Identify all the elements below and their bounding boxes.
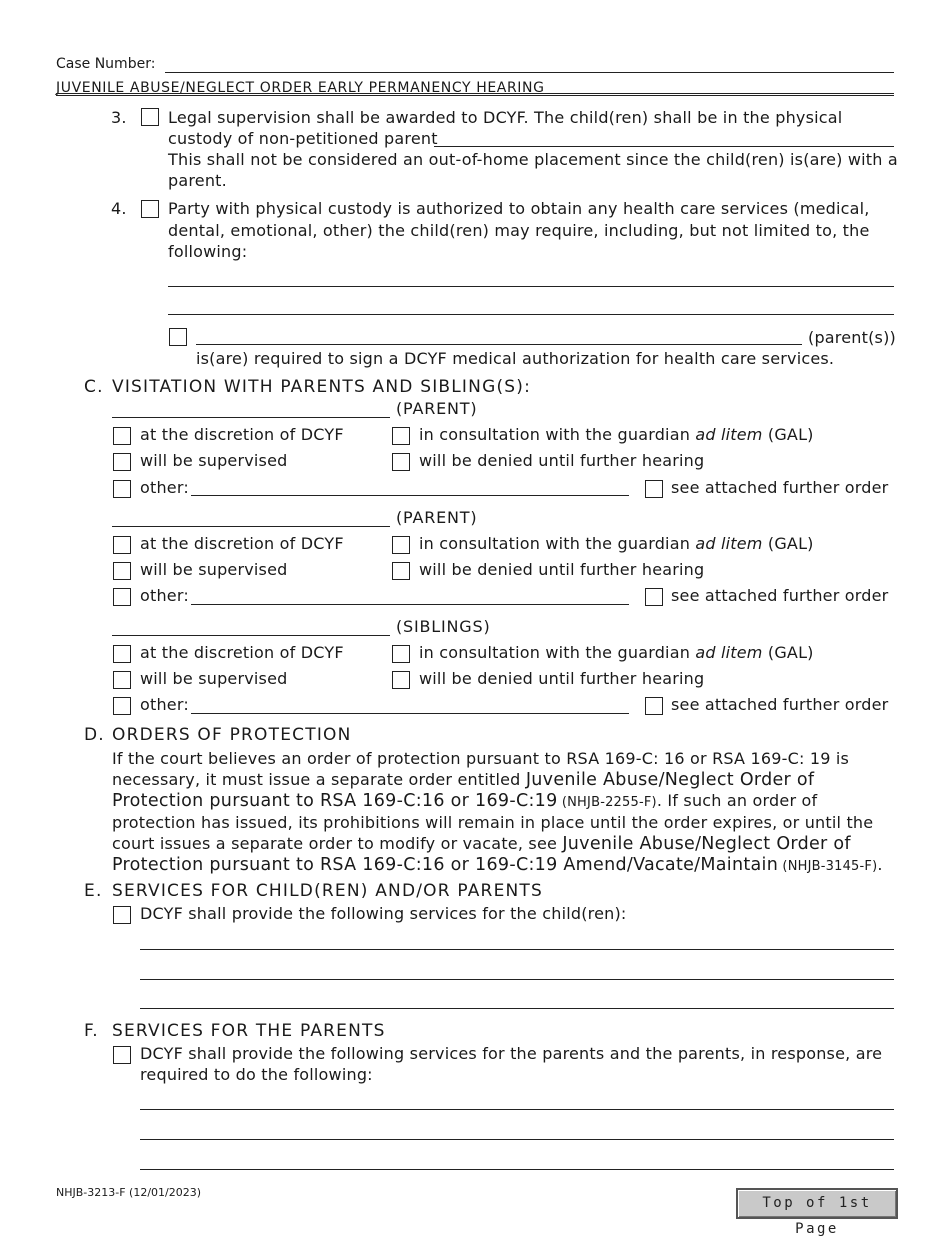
other-label: other: [140,695,189,714]
discretion-checkbox[interactable] [113,427,131,445]
denied-label: will be denied until further hearing [419,560,705,579]
child-services-text: DCYF shall provide the following services for the child(ren): [140,904,627,923]
non-petitioned-parent-field[interactable] [434,146,894,147]
denied-label: will be denied until further hearing [419,669,705,688]
section-e-letter: E. [84,881,103,901]
visitation-name-field[interactable] [112,635,390,636]
item4-checkbox[interactable] [141,200,159,218]
item4-line3: following: [168,242,248,261]
section-d-line1: If the court believes an order of protection pursuant to RSA 169-C: 16 or RSA 169-C: 19 is [112,749,850,768]
section-f-letter: F. [84,1021,99,1041]
item3-line3: This shall not be considered an out-of-home placement since the child(ren) is(are) with a [168,150,898,169]
health-care-line-2[interactable] [168,314,894,315]
item3-number: 3. [111,108,127,127]
section-e-title: SERVICES FOR CHILD(REN) AND/OR PARENTS [112,881,544,901]
discretion-label: at the discretion of DCYF [140,643,344,662]
parent-services-line-3[interactable] [140,1169,894,1170]
parents-name-field[interactable] [196,344,802,345]
discretion-checkbox[interactable] [113,536,131,554]
visitation-label: (SIBLINGS) [396,617,491,636]
child-services-line-3[interactable] [140,1008,894,1009]
item4-number: 4. [111,199,127,218]
denied-checkbox[interactable] [392,562,410,580]
parents-label: (parent(s)) [808,328,896,347]
section-c-title: VISITATION WITH PARENTS AND SIBLING(S): [112,377,532,397]
other-field[interactable] [191,495,629,496]
other-field[interactable] [191,713,629,714]
section-d-line4: protection has issued, its prohibitions will remain in place until the order expires, or until the [112,813,874,832]
section-d-letter: D. [84,725,105,745]
item4-line2: dental, emotional, other) the child(ren) may require, including, but not limited to, the [168,221,870,240]
denied-checkbox[interactable] [392,453,410,471]
visitation-label: (PARENT) [396,399,478,418]
item3-line1: Legal supervision shall be awarded to DCYF. The child(ren) shall be in the physical [168,108,843,127]
item3-line2: custody of non-petitioned parent [168,129,438,148]
item4-line1: Party with physical custody is authorized to obtain any health care services (medical, [168,199,870,218]
medical-auth-text: is(are) required to sign a DCYF medical authorization for health care services. [196,349,835,368]
top-of-first-page-button[interactable]: Top of 1st Page [736,1188,898,1219]
child-services-checkbox[interactable] [113,906,131,924]
section-d-title: ORDERS OF PROTECTION [112,725,352,745]
attached-order-label: see attached further order [671,695,889,714]
parent-services-line2: required to do the following: [140,1065,373,1084]
form-id: NHJB-3213-F (12/01/2023) [56,1186,202,1199]
supervised-checkbox[interactable] [113,671,131,689]
attached-order-checkbox[interactable] [645,588,663,606]
attached-order-label: see attached further order [671,586,889,605]
other-checkbox[interactable] [113,480,131,498]
consultation-checkbox[interactable] [392,645,410,663]
attached-order-checkbox[interactable] [645,697,663,715]
consultation-checkbox[interactable] [392,427,410,445]
visitation-name-field[interactable] [112,417,390,418]
visitation-label: (PARENT) [396,508,478,527]
supervised-checkbox[interactable] [113,453,131,471]
attached-order-checkbox[interactable] [645,480,663,498]
parent-services-line1: DCYF shall provide the following services for the parents and the parents, in response, are [140,1044,883,1063]
item3-line4: parent. [168,171,227,190]
parent-services-line-1[interactable] [140,1109,894,1110]
discretion-checkbox[interactable] [113,645,131,663]
discretion-label: at the discretion of DCYF [140,425,344,444]
supervised-checkbox[interactable] [113,562,131,580]
discretion-label: at the discretion of DCYF [140,534,344,553]
case-number-label: Case Number: [56,56,156,72]
parent-services-checkbox[interactable] [113,1046,131,1064]
attached-order-label: see attached further order [671,478,889,497]
other-label: other: [140,478,189,497]
consultation-label: in consultation with the guardian ad litem (GAL) [419,425,814,444]
consultation-label: in consultation with the guardian ad litem (GAL) [419,643,814,662]
section-f-title: SERVICES FOR THE PARENTS [112,1021,386,1041]
consultation-checkbox[interactable] [392,536,410,554]
child-services-line-1[interactable] [140,949,894,950]
other-field[interactable] [191,604,629,605]
denied-checkbox[interactable] [392,671,410,689]
other-label: other: [140,586,189,605]
parent-services-line-2[interactable] [140,1139,894,1140]
header-divider [56,93,894,96]
health-care-line-1[interactable] [168,286,894,287]
case-number-field[interactable] [165,72,894,73]
supervised-label: will be supervised [140,669,288,688]
denied-label: will be denied until further hearing [419,451,705,470]
supervised-label: will be supervised [140,451,288,470]
form-title: JUVENILE ABUSE/NEGLECT ORDER EARLY PERMANENCY HEARING [56,80,545,96]
other-checkbox[interactable] [113,588,131,606]
supervised-label: will be supervised [140,560,288,579]
section-c-letter: C. [84,377,104,397]
child-services-line-2[interactable] [140,979,894,980]
medical-auth-checkbox[interactable] [169,328,187,346]
visitation-name-field[interactable] [112,526,390,527]
section-d-line6: Protection pursuant to RSA 169-C:16 or 169-C:19 Amend/Vacate/Maintain (NHJB-3145-F). [112,855,883,875]
section-d-line2: necessary, it must issue a separate order entitled Juvenile Abuse/Neglect Order of [112,770,815,790]
section-d-line3: Protection pursuant to RSA 169-C:16 or 169-C:19 (NHJB-2255-F). If such an order of [112,791,818,811]
section-d-line5: court issues a separate order to modify or vacate, see Juvenile Abuse/Neglect Order of [112,834,851,854]
item3-checkbox[interactable] [141,108,159,126]
consultation-label: in consultation with the guardian ad litem (GAL) [419,534,814,553]
other-checkbox[interactable] [113,697,131,715]
